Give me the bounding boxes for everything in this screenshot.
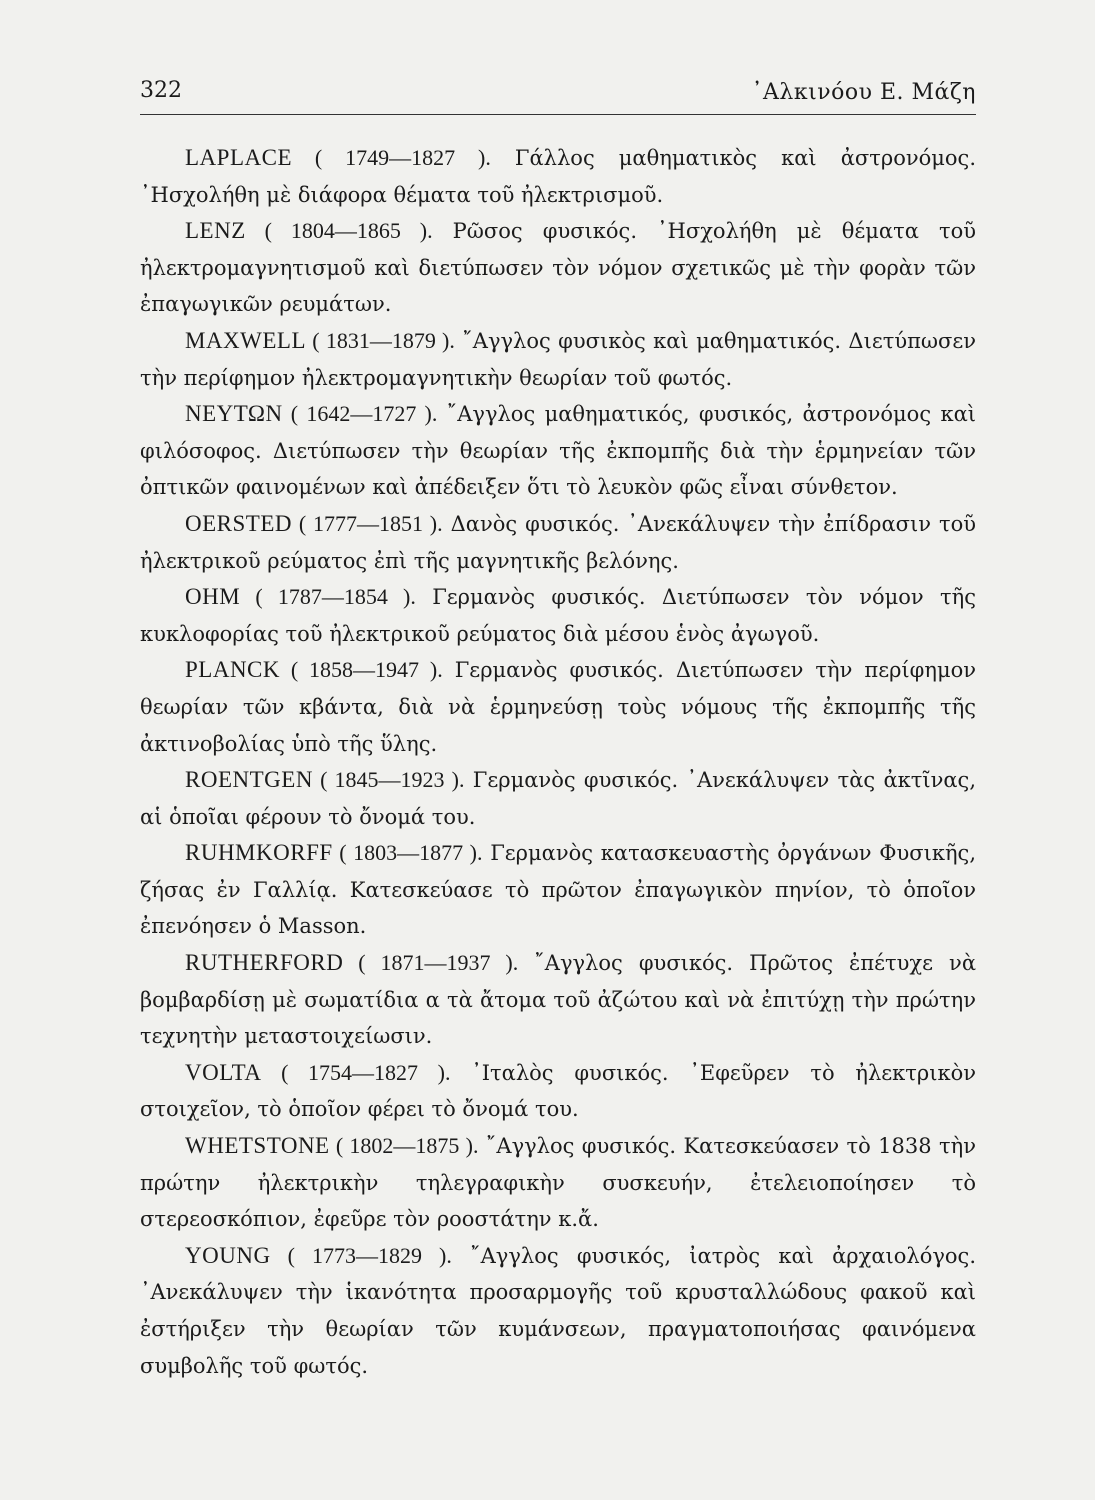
entry-lenz [140,213,976,323]
entry-text: Γάλλος μαθηματικὸς καὶ ἀστρονόμος. ᾿Ησχολήθη μὲ διάφορα θέματα τοῦ ἠλεκτρισμοῦ. [140,146,976,207]
entry-ruhmkorff [140,835,976,945]
entry-roentgen [140,762,976,835]
entry-text: Ρῶσος φυσικός. ᾿Ησχολήθη μὲ θέματα τοῦ ἠλεκτρομαγνητισμοῦ καὶ διετύπωσεν τὸν νόμον σχετικῶς μὲ τὴν φορὰν τῶν ἐπαγωγικῶν ρευμάτων. [140,219,976,317]
entry-text: Γερμανὸς φυσικός. Διετύπωσεν τὴν περίφημον θεωρίαν τῶν κβάντα, διὰ νὰ ἑρμηνεύσῃ τοὺς νόμους τῆς ἐκπομπῆς τῆς ἀκτινοβολίας ὑπὸ τῆς ὕλης. [140,658,977,756]
entry-name: ROENTGEN [185,767,313,793]
entry-name: ΝΕΥΤΩΝ [185,401,283,427]
header-rule [140,114,976,115]
entry-name: MAXWELL [185,327,307,353]
entry-text: ᾿Ιταλὸς φυσικός. ᾿Εφεῦρεν τὸ ἠλεκτρικὸν στοιχεῖον, τὸ ὁποῖον φέρει τὸ ὄνομά του. [140,1060,976,1122]
entry-dates: ( 1804—1865 ). [245,218,433,244]
entry-dates: ( 1777—1851 ). [292,510,443,536]
entry-volta [140,1055,976,1128]
entry-oersted [140,506,976,579]
entry-dates: ( 1845—1923 ). [312,767,465,793]
entry-text: Γερμανὸς φυσικός. Διετύπωσεν τὸν νόμον τῆς κυκλοφορίας τοῦ ἠλεκτρικοῦ ρεύματος διὰ μέσου ἑνὸς ἀγωγοῦ. [140,585,976,646]
entry-ohm [140,579,976,652]
entry-text: ῎Αγγλος φυσικὸς καὶ μαθηματικός. Διετύπωσεν τὴν περίφημον ἠλεκτρομαγνητικὴν θεωρίαν τοῦ φωτός. [140,328,976,390]
entry-name: VOLTA [185,1059,262,1085]
entry-name: PLANCK [185,657,281,683]
glossary-entries [140,140,976,1384]
entry-dates: ( 1754—1827 ). [261,1059,451,1085]
entry-dates: ( 1787—1854 ). [240,584,416,610]
entry-text: Γερμανὸς κατασκευαστὴς ὀργάνων Φυσικῆς, ζήσας ἐν Γαλλίᾳ. Κατεσκεύασε τὸ πρῶτον ἐπαγωγικὸν πηνίον, τὸ ὁποῖον ἐπενόησεν ὁ Masson. [140,841,976,939]
entry-planck [140,652,976,762]
entry-dates: ( 1642—1727 ). [282,401,438,427]
entry-name: WHETSTONE [185,1133,330,1159]
entry-dates: ( 1802—1875 ). [329,1133,479,1159]
entry-text: Δανὸς φυσικός. ᾿Ανεκάλυψεν τὴν ἐπίδρασιν τοῦ ἠλεκτρικοῦ ρεύματος ἐπὶ τῆς μαγνητικῆς βελόνης. [140,511,977,573]
running-head: ᾿Αλκινόου Ε. Μάζη [751,80,976,105]
entry-rutherford [140,945,976,1055]
entry-text: ῎Αγγλος φυσικός. Πρῶτος ἐπέτυχε νὰ βομβαρδίσῃ μὲ σωματίδια α τὰ ἄτομα τοῦ ἀζώτου καὶ νὰ ἐπιτύχῃ τὴν πρώτην τεχνητὴν μεταστοιχείωσιν. [140,951,977,1049]
entry-name: RUTHERFORD [185,950,344,976]
entry-whetstone [140,1128,976,1238]
entry-young [140,1238,976,1384]
entry-dates: ( 1858—1947 ). [280,657,443,683]
entry-dates: ( 1773—1829 ). [270,1242,452,1268]
entry-name: LAPLACE [185,145,292,170]
entry-name: OERSTED [185,510,292,536]
entry-text: ῎Αγγλος μαθηματικός, φυσικός, ἀστρονόμος καὶ φιλόσοφος. Διετύπωσεν τὴν θεωρίαν τῆς ἐκπομπῆς διὰ τὴν ἑρμηνείαν τῶν ὀπτικῶν φαινομένων καὶ ἀπέδειξεν ὅτι τὸ λευκὸν φῶς εἶναι σύνθετον. [140,402,976,500]
entry-text: ῎Αγγλος φυσικός. Κατεσκεύασεν τὸ 1838 τὴν πρώτην ἠλεκτρικὴν τηλεγραφικὴν συσκευήν, ἐτελειοποίησεν τὸ στερεοσκόπιον, ἐφεῦρε τὸν ροοστάτην κ.ἄ. [140,1134,976,1232]
entry-newton [140,396,976,506]
entry-name: YOUNG [185,1242,271,1268]
entry-name: RUHMKORFF [185,840,333,866]
page-number: 322 [140,78,182,103]
entry-name: LENZ [185,218,246,244]
entry-text: Γερμανὸς φυσικός. ᾿Ανεκάλυψεν τὰς ἀκτῖνας, αἱ ὁποῖαι φέρουν τὸ ὄνομά του. [140,768,976,829]
entry-laplace [140,140,976,213]
entry-dates: ( 1749—1827 ). [292,145,491,170]
entry-text: ῎Αγγλος φυσικός, ἰατρὸς καὶ ἀρχαιολόγος. ᾿Ανεκάλυψεν τὴν ἱκανότητα προσαρμογῆς τοῦ κρυσταλλώδους φακοῦ καὶ ἐστήριξεν τὴν θεωρίαν τῶν κυμάνσεων, πραγματοποιήσας φαινόμενα συμβολῆς τοῦ φωτός. [140,1243,976,1378]
page-header [140,78,976,118]
entry-maxwell [140,323,976,396]
entry-dates: ( 1831—1879 ). [306,327,455,353]
entry-dates: ( 1871—1937 ). [343,950,519,976]
entry-dates: ( 1803—1877 ). [332,840,483,866]
entry-name: OHM [185,584,241,610]
